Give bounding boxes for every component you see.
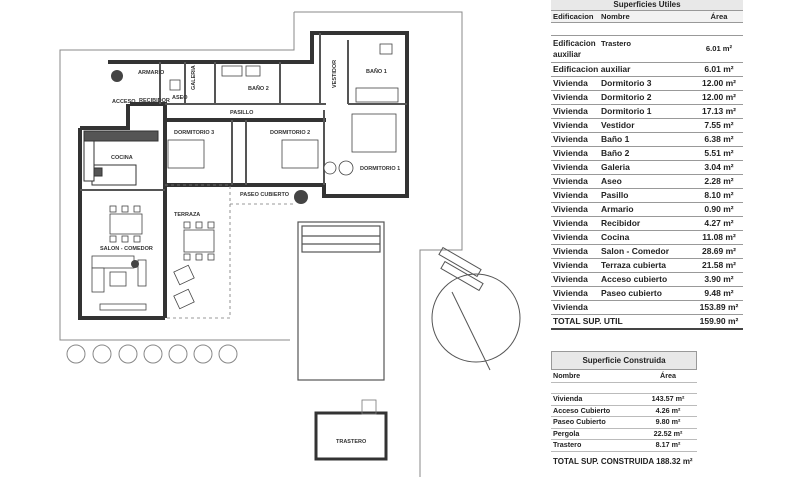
cell-area: 7.55 m² (704, 120, 734, 130)
cell-nombre: Baño 2 (601, 148, 630, 158)
room-label-galeria: GALERIA (191, 65, 197, 90)
table-row (551, 440, 697, 452)
table-row (551, 161, 743, 175)
column-header-edificacion: Edificacion (553, 12, 594, 21)
cell-area: 8.17 m² (655, 440, 681, 449)
cell-area: 143.57 m² (651, 394, 685, 403)
table-row (551, 91, 743, 105)
subtotal-area: 153.89 m² (699, 302, 739, 312)
table-row (551, 105, 743, 119)
column-header-nombre: Nombre (553, 371, 581, 380)
subtotal-area: 6.01 m² (704, 64, 734, 74)
room-label-dormitorio-3: DORMITORIO 3 (174, 130, 215, 136)
table-row (551, 429, 697, 441)
dining-table (110, 206, 142, 242)
superficies-utiles-table (551, 0, 743, 330)
table-row (551, 147, 743, 161)
table-body (551, 394, 697, 452)
cell-nombre: Dormitorio 2 (601, 92, 652, 102)
room-label-terraza: TERRAZA (174, 212, 201, 218)
subtotal-row-auxiliar (551, 63, 743, 77)
room-label-armario: ARMARIO (138, 70, 165, 76)
cell-area: 4.27 m² (704, 218, 734, 228)
cell-nombre: Galeria (601, 162, 630, 172)
table-row (551, 217, 743, 231)
cell-nombre: Baño 1 (601, 134, 630, 144)
room-label-recibidor: RECIBIDOR (139, 98, 170, 104)
room-label-salon-comedor: SALON - COMEDOR (100, 246, 153, 252)
cell-area: 2.28 m² (704, 176, 734, 186)
subtotal-label: Edificacion auxiliar (553, 64, 631, 74)
column-header-area: Área (710, 12, 728, 21)
total-label: TOTAL SUP. UTIL (553, 316, 623, 326)
cell-area: 21.58 m² (701, 260, 737, 270)
room-label-vestidor: VESTIDOR (332, 59, 338, 88)
cell-edificacion: Vivienda (553, 78, 588, 88)
table-row (551, 231, 743, 245)
table-title: Superficie Construida (551, 351, 697, 370)
cell-area: 22.52 m² (653, 428, 683, 438)
table-row (551, 203, 743, 217)
total-area: 159.90 m² (699, 316, 739, 326)
trastero-building (316, 413, 386, 459)
cell-edificacion: Vivienda (553, 92, 588, 102)
cell-nombre: Paseo Cubierto (553, 417, 606, 426)
cell-area: 11.08 m² (702, 232, 736, 242)
sun-parasol (432, 248, 520, 370)
room-label-trastero: TRASTERO (336, 439, 367, 445)
cell-area: 4.26 m² (655, 405, 681, 415)
armchair-dormitorio-1 (339, 161, 353, 175)
table-header-row (551, 11, 743, 23)
cell-nombre: Dormitorio 1 (601, 106, 652, 116)
cell-area: 9.48 m² (704, 288, 734, 298)
bed-dormitorio-2 (282, 140, 318, 168)
cell-edificacion: Vivienda (553, 260, 588, 270)
room-label-aseo: ASEO (172, 95, 188, 101)
pool (298, 222, 384, 380)
table-row (551, 259, 743, 273)
table-row (551, 406, 697, 418)
table-row (551, 273, 743, 287)
room-label-paseo-cubierto: PASEO CUBIERTO (240, 192, 289, 198)
cell-edificacion: Vivienda (553, 288, 588, 298)
cell-nombre: Cocina (601, 232, 630, 242)
cell-area: 3.90 m² (704, 274, 734, 284)
cell-nombre: Acceso Cubierto (553, 405, 611, 415)
cell-nombre: Acceso cubierto (601, 274, 668, 284)
total-row (551, 315, 743, 330)
table-body (551, 77, 743, 301)
shrubs (67, 345, 237, 363)
column-header-area: Área (660, 371, 676, 380)
kitchen-side-counter (84, 141, 94, 181)
table-row (551, 119, 743, 133)
table-row (551, 133, 743, 147)
column-header-nombre: Nombre (601, 12, 630, 21)
room-label-bano-1: BAÑO 1 (366, 69, 387, 75)
cell-edificacion: Vivienda (553, 204, 588, 214)
kitchen-counter (84, 131, 158, 141)
table-row (551, 175, 743, 189)
cell-edificacion: Vivienda (553, 190, 588, 200)
bed-dormitorio-3 (168, 140, 204, 168)
cell-area: 17.13 m² (701, 106, 737, 116)
table-row (551, 287, 743, 301)
table-row (551, 245, 743, 259)
cell-area: 28.69 m² (701, 246, 737, 256)
cell-edificacion: Vivienda (553, 246, 588, 256)
cell-nombre: Trastero (601, 39, 631, 48)
room-label-dormitorio-1: DORMITORIO 1 (360, 166, 401, 172)
cell-area: 3.04 m² (704, 162, 734, 172)
subtotal-row-vivienda (551, 301, 743, 315)
table-header-row (551, 370, 697, 383)
cell-area: 12.00 m² (701, 78, 737, 88)
cell-edificacion: Edificacion auxiliar (553, 39, 596, 59)
cell-edificacion: Vivienda (553, 120, 588, 130)
cell-edificacion: Vivienda (553, 176, 588, 186)
total-construida: TOTAL SUP. CONSTRUIDA 188.32 m² (553, 457, 693, 466)
cell-nombre: Paseo cubierto (601, 288, 662, 298)
cell-edificacion: Vivienda (553, 162, 588, 172)
room-label-pasillo: PASILLO (230, 110, 254, 116)
cell-area: 6.38 m² (704, 134, 734, 144)
table-row-auxiliar (551, 36, 743, 63)
table-title: Superficies Utiles (551, 0, 743, 11)
cell-nombre: Aseo (601, 176, 622, 186)
bath-fixture (222, 66, 242, 76)
room-label-dormitorio-2: DORMITORIO 2 (270, 130, 311, 136)
cell-nombre: Vivienda (553, 394, 583, 403)
table-row (551, 189, 743, 203)
cell-area: 8.10 m² (704, 190, 734, 200)
cell-area: 5.51 m² (704, 148, 734, 158)
terrace-table (174, 222, 214, 309)
cell-edificacion: Vivienda (553, 274, 588, 284)
cell-area: 0.90 m² (704, 204, 734, 214)
cell-edificacion: Vivienda (553, 218, 588, 228)
cell-nombre: Armario (601, 204, 634, 214)
cell-edificacion: Vivienda (553, 134, 588, 144)
cell-area: 12.00 m² (701, 92, 737, 102)
cell-nombre: Terraza cubierta (601, 260, 667, 270)
table-row (551, 394, 697, 406)
table-row (551, 417, 697, 429)
cell-edificacion: Vivienda (553, 148, 588, 158)
cell-edificacion: Vivienda (553, 106, 588, 116)
cell-edificacion: Vivienda (553, 232, 588, 242)
room-label-cocina: COCINA (111, 155, 133, 161)
cell-nombre: Dormitorio 3 (601, 78, 652, 88)
table-row (551, 77, 743, 91)
cell-area: 9.80 m² (655, 417, 681, 426)
room-label-bano-2: BAÑO 2 (248, 86, 269, 92)
cell-area: 6.01 m² (705, 44, 733, 53)
cell-nombre: Pasillo (601, 190, 629, 200)
cell-nombre: Pergola (553, 428, 580, 438)
bed-dormitorio-1 (352, 114, 396, 152)
subtotal-label: Vivienda (553, 302, 588, 312)
cell-nombre: Trastero (553, 440, 582, 449)
superficie-construida-table (551, 351, 697, 466)
room-label-acceso: ACCESO (112, 99, 136, 105)
cell-nombre: Salon - Comedor (601, 246, 670, 256)
cell-nombre: Recibidor (601, 218, 641, 228)
cell-nombre: Vestidor (601, 120, 635, 130)
